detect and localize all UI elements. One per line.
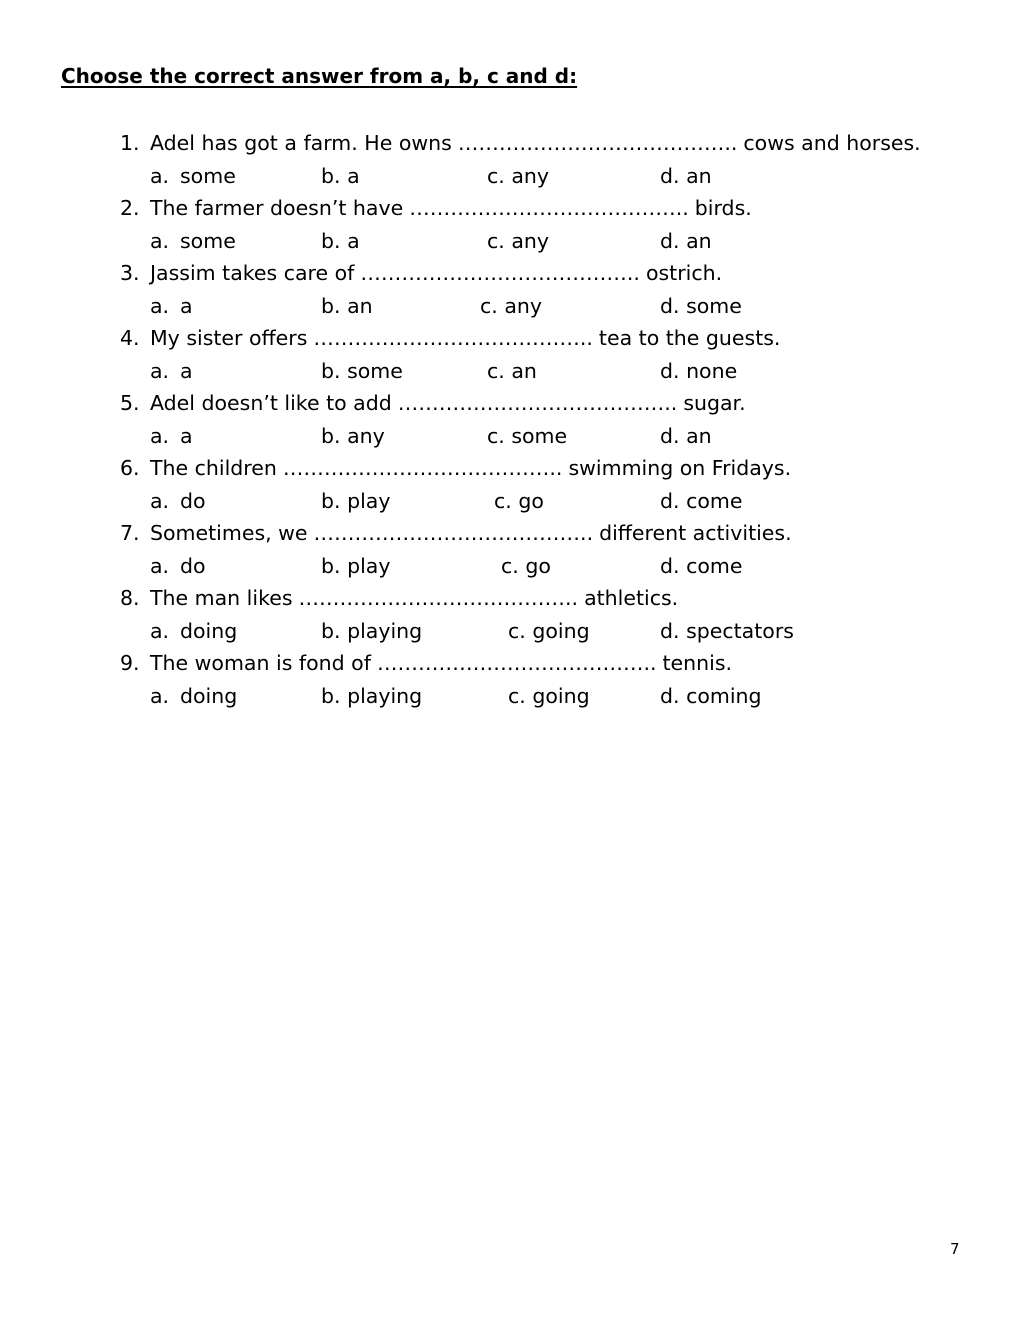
question-stem bbox=[120, 257, 722, 290]
option-b[interactable] bbox=[321, 615, 422, 648]
option-row bbox=[0, 550, 1020, 583]
option-text: an bbox=[686, 163, 712, 188]
option-text: do bbox=[180, 488, 206, 513]
question-text-before: The farmer doesn’t have bbox=[150, 196, 404, 220]
question-stem bbox=[120, 322, 780, 355]
question-text-after: athletics. bbox=[584, 586, 679, 610]
option-text: a bbox=[180, 423, 193, 448]
question-text-after: tea to the guests. bbox=[598, 326, 781, 350]
question-2 bbox=[0, 192, 1020, 257]
option-d[interactable] bbox=[660, 485, 742, 518]
option-text: spectators bbox=[686, 618, 794, 643]
option-c[interactable] bbox=[487, 420, 567, 453]
option-text: any bbox=[504, 293, 543, 318]
option-d[interactable] bbox=[660, 290, 742, 323]
question-5 bbox=[0, 387, 1020, 452]
option-d[interactable] bbox=[660, 550, 742, 583]
option-text: some bbox=[686, 293, 742, 318]
answer-blank: ………………………………….. bbox=[282, 456, 563, 480]
option-text: some bbox=[180, 163, 236, 188]
option-text: go bbox=[518, 488, 544, 513]
option-row bbox=[0, 290, 1020, 323]
option-d[interactable] bbox=[660, 680, 762, 713]
page-number: 7 bbox=[950, 1240, 960, 1258]
question-number: 5. bbox=[120, 391, 140, 415]
question-4 bbox=[0, 322, 1020, 387]
option-b[interactable] bbox=[321, 420, 385, 453]
option-text: an bbox=[686, 423, 712, 448]
option-text: coming bbox=[686, 683, 762, 708]
option-letter: c. bbox=[487, 163, 505, 188]
option-c[interactable] bbox=[480, 290, 542, 323]
question-number: 9. bbox=[120, 651, 140, 675]
option-b[interactable] bbox=[321, 550, 390, 583]
question-number: 8. bbox=[120, 586, 140, 610]
question-text-after: cows and horses. bbox=[743, 131, 921, 155]
option-c[interactable] bbox=[494, 485, 544, 518]
question-text-before: My sister offers bbox=[150, 326, 308, 350]
answer-blank: ………………………………….. bbox=[457, 131, 738, 155]
question-number: 2. bbox=[120, 196, 140, 220]
option-letter: d. bbox=[660, 358, 680, 383]
question-6 bbox=[0, 452, 1020, 517]
option-letter: c. bbox=[480, 293, 498, 318]
option-c[interactable] bbox=[487, 225, 549, 258]
answer-blank: ………………………………….. bbox=[376, 651, 657, 675]
question-stem bbox=[120, 192, 752, 225]
option-letter: a. bbox=[150, 163, 170, 188]
option-letter: a. bbox=[150, 423, 170, 448]
option-text: come bbox=[686, 553, 743, 578]
option-c[interactable] bbox=[508, 615, 590, 648]
option-letter: c. bbox=[487, 358, 505, 383]
option-text: some bbox=[180, 228, 236, 253]
option-a[interactable] bbox=[150, 225, 236, 258]
option-text: any bbox=[511, 228, 550, 253]
answer-blank: ………………………………….. bbox=[313, 521, 594, 545]
question-number: 1. bbox=[120, 131, 140, 155]
option-c[interactable] bbox=[501, 550, 551, 583]
option-d[interactable] bbox=[660, 355, 737, 388]
option-text: go bbox=[525, 553, 551, 578]
option-text: going bbox=[532, 683, 590, 708]
option-letter: b. bbox=[321, 488, 341, 513]
option-row bbox=[0, 355, 1020, 388]
question-stem bbox=[120, 127, 921, 160]
option-b[interactable] bbox=[321, 290, 373, 323]
option-letter: b. bbox=[321, 423, 341, 448]
option-text: going bbox=[532, 618, 590, 643]
option-d[interactable] bbox=[660, 225, 712, 258]
answer-blank: ………………………………….. bbox=[409, 196, 689, 220]
option-text: some bbox=[347, 358, 403, 383]
question-text-after: birds. bbox=[694, 196, 752, 220]
option-letter: d. bbox=[660, 488, 680, 513]
worksheet-title: Choose the correct answer from a, b, c and d: bbox=[61, 64, 578, 88]
question-text-before: Adel doesn’t like to add bbox=[150, 391, 392, 415]
option-letter: a. bbox=[150, 293, 170, 318]
option-a[interactable] bbox=[150, 160, 236, 193]
question-9 bbox=[0, 647, 1020, 712]
option-b[interactable] bbox=[321, 160, 360, 193]
question-number: 6. bbox=[120, 456, 140, 480]
option-text: any bbox=[511, 163, 550, 188]
question-number: 4. bbox=[120, 326, 140, 350]
option-letter: a. bbox=[150, 683, 170, 708]
option-a[interactable] bbox=[150, 550, 206, 583]
option-b[interactable] bbox=[321, 225, 360, 258]
option-a[interactable] bbox=[150, 680, 237, 713]
answer-blank: ………………………………….. bbox=[298, 586, 579, 610]
option-letter: c. bbox=[487, 228, 505, 253]
option-text: an bbox=[347, 293, 373, 318]
option-a[interactable] bbox=[150, 290, 193, 323]
option-row bbox=[0, 615, 1020, 648]
option-b[interactable] bbox=[321, 485, 390, 518]
option-text: do bbox=[180, 553, 206, 578]
option-row bbox=[0, 160, 1020, 193]
option-letter: b. bbox=[321, 228, 341, 253]
question-number: 7. bbox=[120, 521, 140, 545]
option-b[interactable] bbox=[321, 355, 403, 388]
option-text: an bbox=[686, 228, 712, 253]
question-text-before: Adel has got a farm. He owns bbox=[150, 131, 452, 155]
option-text: doing bbox=[180, 618, 238, 643]
option-text: a bbox=[347, 228, 360, 253]
option-letter: d. bbox=[660, 423, 680, 448]
question-text-after: different activities. bbox=[599, 521, 792, 545]
option-text: an bbox=[511, 358, 537, 383]
question-stem bbox=[120, 387, 746, 420]
question-text-after: swimming on Fridays. bbox=[568, 456, 792, 480]
option-text: doing bbox=[180, 683, 238, 708]
question-stem bbox=[120, 517, 792, 550]
option-a[interactable] bbox=[150, 355, 193, 388]
option-a[interactable] bbox=[150, 420, 193, 453]
option-letter: c. bbox=[501, 553, 519, 578]
question-7 bbox=[0, 517, 1020, 582]
question-3 bbox=[0, 257, 1020, 322]
option-letter: c. bbox=[487, 423, 505, 448]
answer-blank: ………………………………….. bbox=[397, 391, 678, 415]
option-letter: d. bbox=[660, 163, 680, 188]
option-a[interactable] bbox=[150, 615, 237, 648]
option-c[interactable] bbox=[487, 160, 549, 193]
option-letter: a. bbox=[150, 488, 170, 513]
option-d[interactable] bbox=[660, 420, 712, 453]
option-text: play bbox=[347, 488, 391, 513]
option-row bbox=[0, 420, 1020, 453]
option-text: playing bbox=[347, 683, 423, 708]
option-letter: a. bbox=[150, 228, 170, 253]
answer-blank: ………………………………….. bbox=[360, 261, 640, 285]
question-text-before: The woman is fond of bbox=[150, 651, 371, 675]
question-number: 3. bbox=[120, 261, 140, 285]
option-text: playing bbox=[347, 618, 423, 643]
option-letter: b. bbox=[321, 163, 341, 188]
answer-blank: ………………………………….. bbox=[313, 326, 593, 350]
option-text: a bbox=[347, 163, 360, 188]
option-row bbox=[0, 680, 1020, 713]
option-letter: d. bbox=[660, 293, 680, 318]
question-text-after: tennis. bbox=[662, 651, 733, 675]
option-letter: b. bbox=[321, 553, 341, 578]
question-text-after: ostrich. bbox=[645, 261, 723, 285]
option-text: play bbox=[347, 553, 391, 578]
option-letter: a. bbox=[150, 618, 170, 643]
option-d[interactable] bbox=[660, 160, 712, 193]
question-text-before: The children bbox=[150, 456, 277, 480]
option-letter: c. bbox=[508, 683, 526, 708]
question-text-before: The man likes bbox=[150, 586, 293, 610]
question-stem bbox=[120, 647, 732, 680]
option-letter: b. bbox=[321, 683, 341, 708]
question-8 bbox=[0, 582, 1020, 647]
option-c[interactable] bbox=[487, 355, 537, 388]
option-letter: c. bbox=[494, 488, 512, 513]
option-row bbox=[0, 225, 1020, 258]
option-text: a bbox=[180, 358, 193, 383]
option-letter: c. bbox=[508, 618, 526, 643]
option-letter: a. bbox=[150, 358, 170, 383]
option-text: some bbox=[511, 423, 568, 448]
question-list bbox=[0, 127, 1020, 712]
option-letter: d. bbox=[660, 683, 680, 708]
question-1 bbox=[0, 127, 1020, 192]
option-letter: b. bbox=[321, 618, 341, 643]
option-text: none bbox=[686, 358, 738, 383]
option-row bbox=[0, 485, 1020, 518]
option-a[interactable] bbox=[150, 485, 206, 518]
question-stem bbox=[120, 582, 678, 615]
option-text: come bbox=[686, 488, 743, 513]
question-stem bbox=[120, 452, 791, 485]
option-letter: b. bbox=[321, 293, 341, 318]
option-letter: a. bbox=[150, 553, 170, 578]
option-b[interactable] bbox=[321, 680, 422, 713]
option-c[interactable] bbox=[508, 680, 590, 713]
option-letter: b. bbox=[321, 358, 341, 383]
question-text-before: Sometimes, we bbox=[150, 521, 308, 545]
option-letter: d. bbox=[660, 618, 680, 643]
option-text: a bbox=[180, 293, 193, 318]
question-text-after: sugar. bbox=[683, 391, 746, 415]
option-letter: d. bbox=[660, 553, 680, 578]
option-letter: d. bbox=[660, 228, 680, 253]
question-text-before: Jassim takes care of bbox=[150, 261, 355, 285]
option-text: any bbox=[347, 423, 385, 448]
option-d[interactable] bbox=[660, 615, 794, 648]
